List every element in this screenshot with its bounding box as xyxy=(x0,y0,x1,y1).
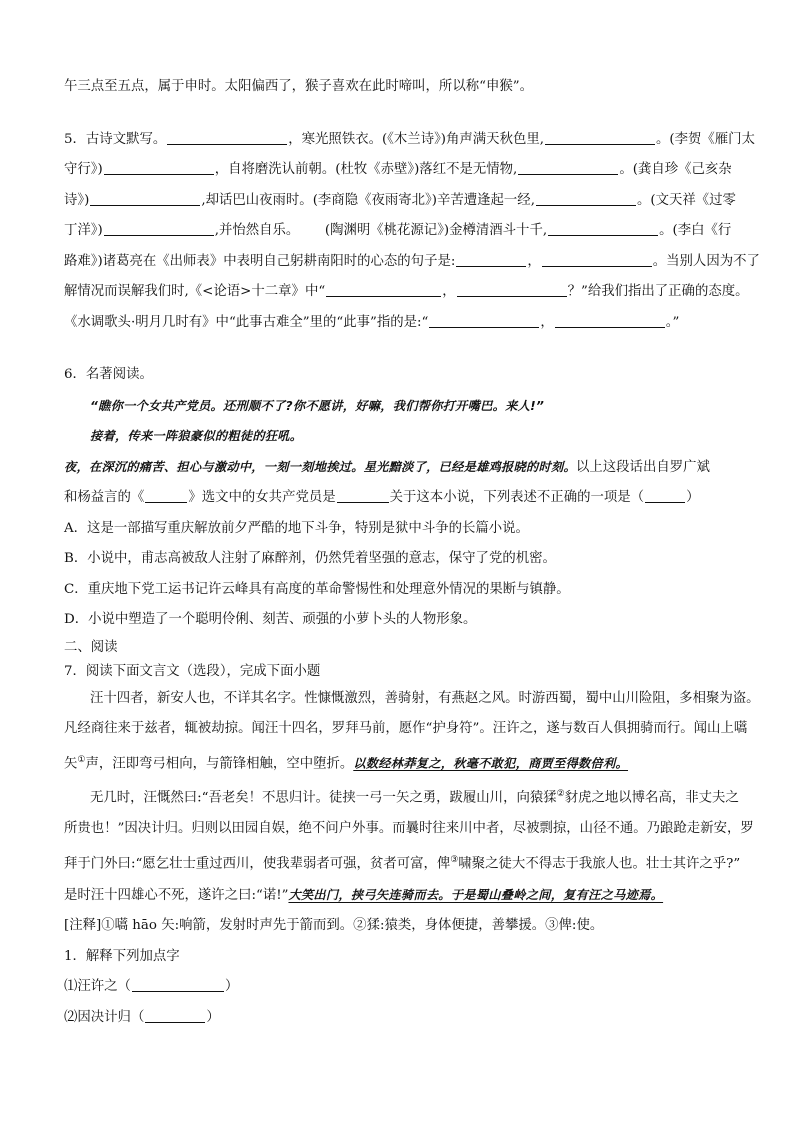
q6-option-c[interactable]: C．重庆地下党工运书记许云峰具有高度的革命警惕性和处理意外情况的果断与镇静。 xyxy=(64,581,570,597)
document-page xyxy=(64,72,760,1033)
q6-option-b[interactable]: B．小说中，甫志高被敌人注射了麻醉剂，仍然凭着坚强的意志，保守了党的机密。 xyxy=(64,551,556,566)
q6-blank-book[interactable] xyxy=(145,488,187,503)
q6-text: 》选文中的女共产党员是 xyxy=(188,490,336,505)
q5-text: ，寒光照铁衣。(《木兰诗》)角声满天秋色里, xyxy=(288,131,544,147)
q7-text: ⑵因决计归（ xyxy=(64,1009,145,1025)
q5-text: ， xyxy=(527,253,541,269)
q7-para1-line1: 汪十四者，新安人也，不详其名字。性慷慨激烈，善骑射，有燕赵之风。时游西蜀，蜀中山川险阻，多相聚为盗。 xyxy=(90,690,760,706)
q5-text: 。” xyxy=(665,314,680,330)
q6-blank-character[interactable] xyxy=(337,488,389,503)
q5-text: 守行》) xyxy=(64,162,103,177)
q7-para2-line3 xyxy=(64,845,754,880)
q6-excerpt-line-1: “瞧你一个女共产党员。还刑顺不了?你不愿讲，好嘛，我们帮你打开嘴巴。来人!” xyxy=(90,398,545,413)
question-7 xyxy=(64,660,760,1034)
q6-option-a[interactable]: A．这是一部描写重庆解放前夕严酷的地下斗争，特别是狱中斗争的长篇小说。 xyxy=(64,520,529,536)
q7-handwritten-underlined: 大笑出门，挟弓矢连骑而去。于是蜀山叠岭之间，复有汪之马迹焉。 xyxy=(288,887,664,902)
note-marker-2: ② xyxy=(556,789,565,800)
q5-blank-2[interactable] xyxy=(545,130,655,145)
q6-excerpt-line-3 xyxy=(64,452,754,484)
q7-text: ） xyxy=(224,979,239,995)
q7-sub2-blank[interactable] xyxy=(145,1008,205,1023)
q7-para2-line4 xyxy=(64,880,754,912)
q6-excerpt-line-2: 接着，传来一阵狼豪似的粗徒的狂吼。 xyxy=(90,429,303,443)
q6-blank-answer[interactable] xyxy=(645,488,685,503)
question-6 xyxy=(64,360,754,636)
question-5 xyxy=(64,125,760,339)
q5-text: 解情况而误解我们时,《<论语>十二章》中“ xyxy=(64,284,326,299)
q7-para2-line2: 所贵也！”因决计归。归则以田园自娱，绝不问户外事。而曩时往来川中者，尽被剽掠，山径不通。乃踉跄走新安，罗 xyxy=(64,821,754,837)
q5-line-6 xyxy=(64,277,754,308)
q7-text: 拜于门外曰:“愿乞壮士重过西川，使我辈弱者可强，贫者可富，俾 xyxy=(64,856,451,872)
q5-blank-9[interactable] xyxy=(456,252,526,267)
q7-text: 无几时，汪慨然曰:“吾老矣！不思归计。徒挟一弓一矢之勇，跋履山川，向猿猱 xyxy=(90,790,557,806)
q5-blank-5[interactable] xyxy=(90,191,200,206)
q5-blank-1[interactable] xyxy=(167,130,287,145)
q7-para1-line3 xyxy=(64,745,754,780)
q5-text: 丁洋》) xyxy=(64,223,103,238)
q5-text: 。(文天祥《过零 xyxy=(636,192,736,208)
q7-sub-2 xyxy=(64,1003,754,1034)
q5-blank-6[interactable] xyxy=(536,191,636,206)
note-marker-3: ③ xyxy=(450,854,459,865)
q6-text: 以上这段话出自罗广斌 xyxy=(576,459,710,475)
section-2-title: 二、阅读 xyxy=(64,639,118,655)
q5-blank-10[interactable] xyxy=(542,252,652,267)
q7-text: 是时汪十四雄心不死，遂许之曰:“诺!” xyxy=(64,887,289,903)
q6-excerpt-handwritten: 夜，在深沉的痛苦、担心与激动中，一刻一刻地挨过。星光黯淡了，已经是雄鸡报晓的时刻。 xyxy=(64,459,576,474)
q5-blank-13[interactable] xyxy=(429,313,539,328)
q5-text: 。(李贺《雁门太 xyxy=(656,131,755,147)
top-line: 午三点至五点，属于申时。太阳偏西了，猴子喜欢在此时啼叫，所以称“申猴”。 xyxy=(64,79,533,94)
q5-line-5 xyxy=(64,247,760,278)
q5-blank-14[interactable] xyxy=(555,313,665,328)
q7-text: 矢 xyxy=(64,755,78,771)
q5-text: ？”给我们指出了正确的态度。 xyxy=(567,284,749,299)
q5-blank-11[interactable] xyxy=(326,282,441,297)
q7-text: 豺虎之地以博名高，非丈夫之 xyxy=(564,790,739,806)
q6-text: 和杨益言的《 xyxy=(64,490,145,505)
q5-blank-3[interactable] xyxy=(104,160,214,175)
q7-para1-line2: 凡经商往来于兹者，辄被劫掠。闻汪十四名，罗拜马前，愿作“护身符”。汪许之，遂与数百人俱拥骑而行。闻山上嚆 xyxy=(64,721,748,736)
q5-text: ,却话巴山夜雨时。(李商隐《夜雨寄北》)辛苦遭逢起一经, xyxy=(201,192,535,208)
q7-notes: [注释]①嚆 hāo 矢:响箭，发射时声先于箭而到。②猱:猿类，身体便捷，善攀援。③俾:使。 xyxy=(64,918,604,934)
q5-text: 。(龚自珍《己亥杂 xyxy=(619,162,732,177)
q5-text: 《水调歌头·明月几时有》中“此事古难全”里的“此事”指的是:“ xyxy=(64,314,429,330)
q7-handwritten-underlined: 以数经林莽复之，秋毫不敢犯，商贾至得数倍利。 xyxy=(353,755,629,770)
q5-text: ， xyxy=(442,284,456,299)
q5-blank-12[interactable] xyxy=(457,282,567,297)
q5-text: ，自将磨洗认前朝。(杜牧《赤壁》)落红不是无情物, xyxy=(214,162,518,177)
q7-title: 7．阅读下面文言文（选段），完成下面小题 xyxy=(64,663,321,679)
q7-sub1-blank[interactable] xyxy=(132,977,224,992)
q5-line-7 xyxy=(64,308,754,339)
q7-text: ） xyxy=(206,1009,220,1025)
note-marker-1: ① xyxy=(77,754,86,765)
q6-title: 6．名著阅读。 xyxy=(64,367,153,382)
q5-title: 5．古诗文默写。 xyxy=(64,131,167,147)
q6-text: 关于这本小说，下列表述不正确的一项是（ xyxy=(389,490,645,505)
q5-blank-4[interactable] xyxy=(518,160,618,175)
q7-sub-title: 1．解释下列加点字 xyxy=(64,948,180,964)
q6-option-d[interactable]: D．小说中塑造了一个聪明伶俐、刻苦、顽强的小萝卜头的人物形象。 xyxy=(64,612,477,627)
q5-text: 。(李白《行 xyxy=(659,223,732,238)
q5-text: 路难》)诸葛亮在《出师表》中表明自己躬耕南阳时的心态的句子是: xyxy=(64,253,456,269)
q5-line-3 xyxy=(64,186,754,217)
q7-sub-1 xyxy=(64,972,754,1003)
q6-text: ） xyxy=(686,490,700,505)
q5-text: ,并怡然自乐。 (陶渊明《桃花源记》)金樽清酒斗十千, xyxy=(214,223,548,238)
q7-text: 啸聚之徒大不得志于我旅人也。壮士其许之乎?” xyxy=(458,856,741,872)
q5-line-2 xyxy=(64,155,754,186)
q5-line-1 xyxy=(64,125,754,156)
q7-text: ⑴汪许之（ xyxy=(64,979,131,995)
q5-text: 诗》) xyxy=(64,192,90,208)
q5-text: 。当别人因为不了 xyxy=(652,253,760,269)
q5-blank-7[interactable] xyxy=(104,221,214,236)
q7-text: 声，汪即弯弓相向，与箭锋相触，空中堕折。 xyxy=(85,755,354,771)
q5-text: ， xyxy=(540,314,554,330)
q6-line-4 xyxy=(64,483,754,514)
q7-para2-line1 xyxy=(64,779,754,814)
q5-blank-8[interactable] xyxy=(548,221,658,236)
q5-line-4 xyxy=(64,216,754,247)
